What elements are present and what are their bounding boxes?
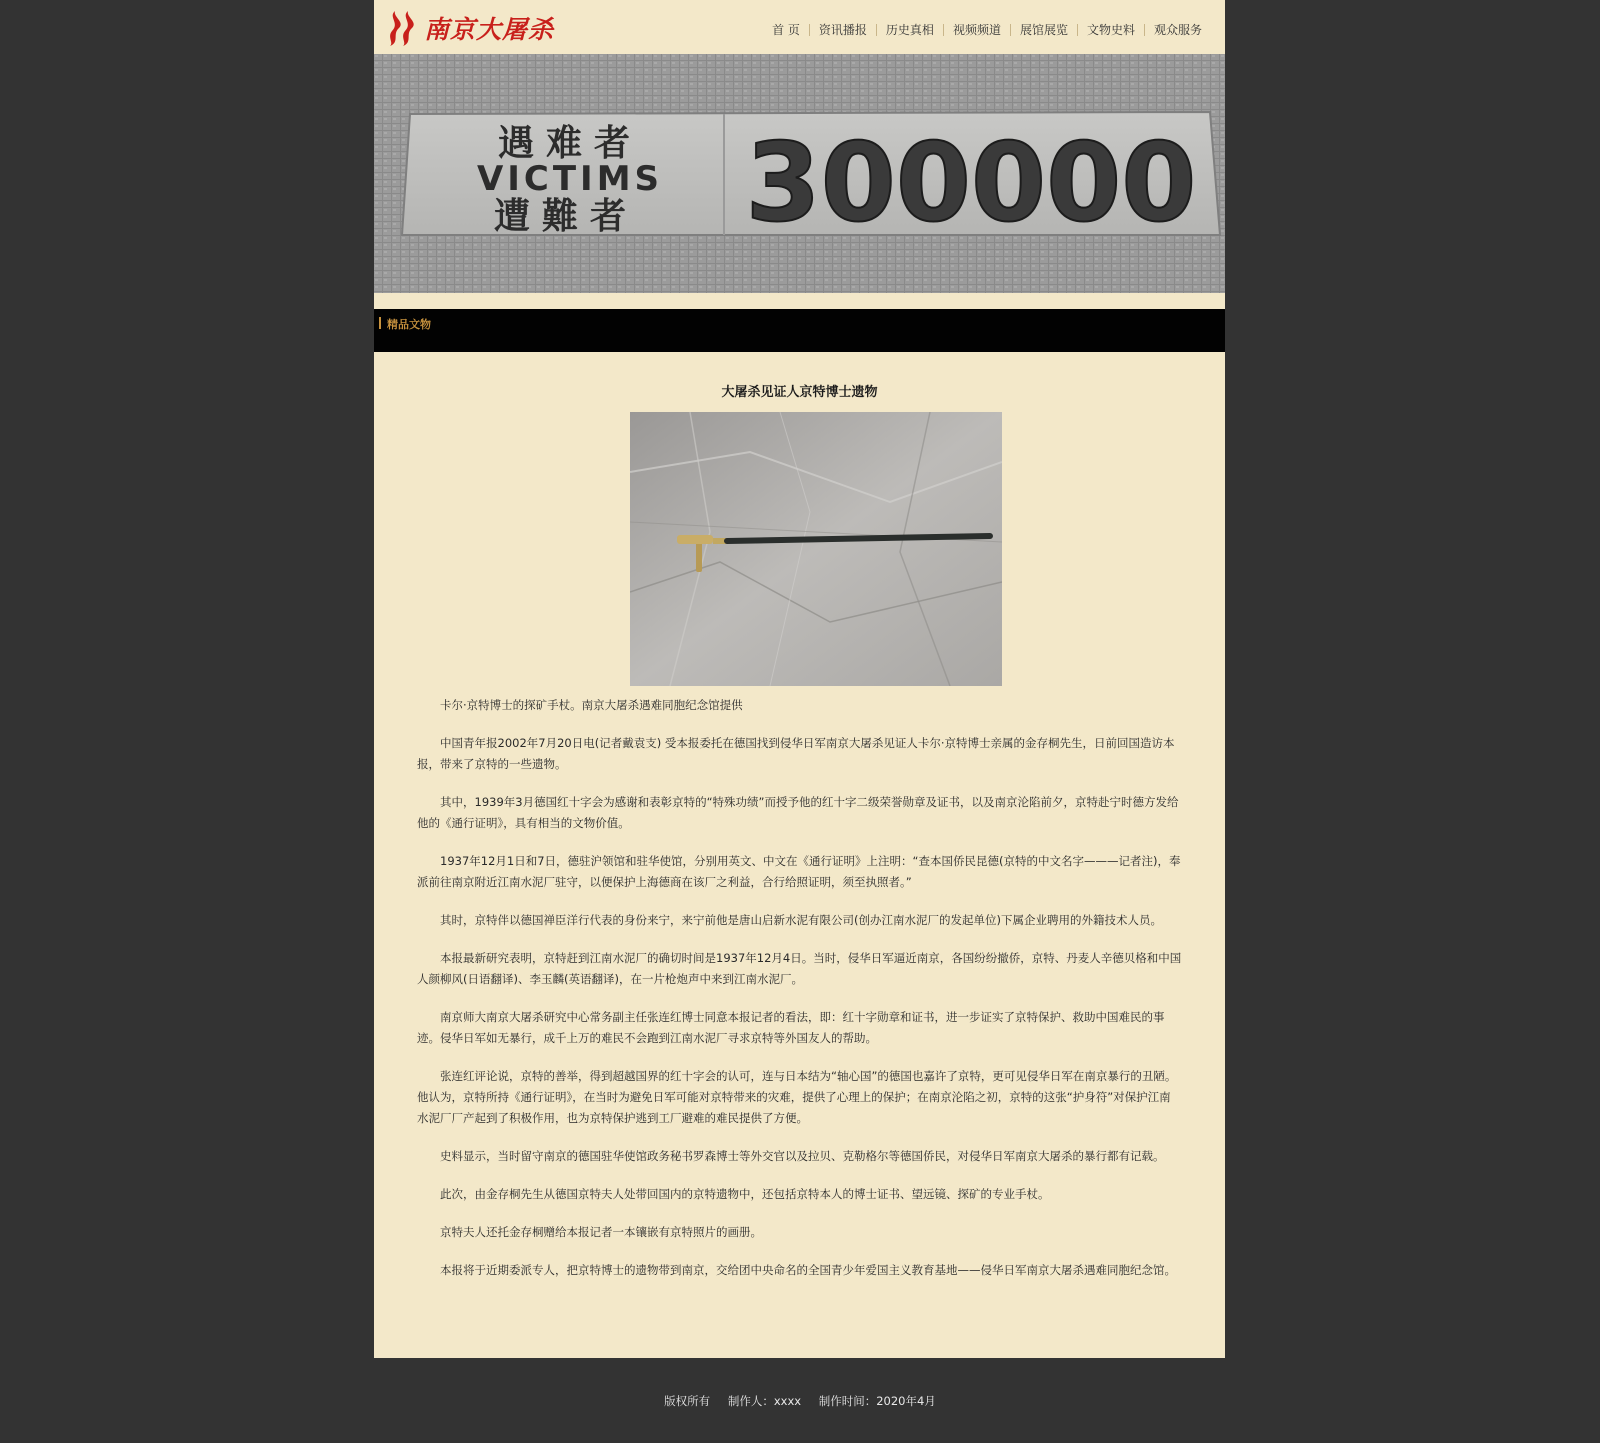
article-paragraph: 其中，1939年3月德国红十字会为感谢和表彰京特的“特殊功绩”而授予他的红十字二级荣誉勋章及证书，以及南京沦陷前夕，京特赴宁时德方发给他的《通行证明》，具有相当的文物价值。 — [417, 795, 1179, 830]
article-title: 大屠杀见证人京特博士遗物 — [721, 385, 878, 400]
nav-visitor-service[interactable]: 观众服务 — [1153, 23, 1202, 37]
article-paragraph: 1937年12月1日和7日，德驻沪领馆和驻华使馆，分别用英文、中文在《通行证明》上注明：“查本国侨民昆德(京特的中文名字———记者注)，奉派前往南京附近江南水泥厂驻守，以便保护上海德商在该厂之利益，合行给照证明，须至执照者。” — [417, 854, 1181, 889]
artifact-photo — [630, 412, 1002, 686]
logo-flame-icon — [386, 9, 420, 47]
banner-line2: VICTIMS — [476, 159, 664, 199]
nav-relics[interactable]: 文物史料 — [1086, 23, 1135, 37]
section-title: 精品文物 — [387, 318, 431, 331]
nav-home[interactable]: 首 页 — [772, 23, 800, 37]
section-bar — [374, 309, 1225, 352]
footer-author: 制作人：xxxx — [727, 1394, 802, 1408]
banner-line1: 遇难者 — [497, 123, 643, 164]
article-paragraph: 其时，京特伴以德国禅臣洋行代表的身份来宁，来宁前他是唐山启新水泥有限公司(创办江南水泥厂的发起单位)下属企业聘用的外籍技术人员。 — [440, 913, 1162, 927]
article-paragraph: 本报最新研究表明，京特赶到江南水泥厂的确切时间是1937年12月4日。当时，侵华日军逼近南京，各国纷纷撤侨，京特、丹麦人辛德贝格和中国人颜柳风(日语翻译)、李玉麟(英语翻译)，在一片枪炮声中来到江南水泥厂。 — [417, 951, 1182, 986]
nav-news[interactable]: 资讯播报 — [818, 23, 867, 37]
site-logo[interactable] — [386, 8, 554, 48]
site-footer — [0, 1393, 1600, 1409]
nav-exhibition[interactable]: 展馆展览 — [1019, 23, 1068, 37]
footer-date: 制作时间：2020年4月 — [818, 1394, 936, 1408]
article-paragraph: 张连红评论说，京特的善举，得到超越国界的红十字会的认可，连与日本结为“轴心国”的德国也嘉许了京特，更可见侵华日军在南京暴行的丑陋。他认为，京特所持《通行证明》，在当时为避免日军可能对京特带来的灾难，提供了心理上的保护；在南京沦陷之初，京特的这张“护身符”对保护江南水泥厂厂产起到了积极作用，也为京特保护逃到工厂避难的难民提供了方便。 — [417, 1069, 1177, 1125]
section-marker — [379, 317, 381, 329]
article-body — [417, 695, 1182, 1281]
banner-image — [374, 54, 1225, 293]
logo-text: 南京大屠杀 — [424, 15, 555, 44]
main-nav — [763, 22, 1211, 38]
article-paragraph: 中国青年报2002年7月20日电(记者戴袁支) 受本报委托在德国找到侵华日军南京大屠杀见证人卡尔·京特博士亲属的金存桐先生，日前回国造访本报，带来了京特的一些遗物。 — [417, 736, 1175, 771]
banner-line3: 遭難者 — [493, 196, 639, 237]
banner-victim-count: 300000 — [745, 121, 1197, 246]
article-paragraph: 史料显示，当时留守南京的德国驻华使馆政务秘书罗森博士等外交官以及拉贝、克勒格尔等德国侨民，对侵华日军南京大屠杀的暴行都有记载。 — [440, 1149, 1165, 1163]
site-header — [374, 0, 1225, 54]
nav-history[interactable]: 历史真相 — [885, 23, 934, 37]
article-paragraph: 本报将于近期委派专人，把京特博士的遗物带到南京，交给团中央命名的全国青少年爱国主义教育基地——侵华日军南京大屠杀遇难同胞纪念馆。 — [440, 1263, 1176, 1277]
nav-video[interactable]: 视频频道 — [952, 23, 1001, 37]
article-paragraph: 此次，由金存桐先生从德国京特夫人处带回国内的京特遗物中，还包括京特本人的博士证书、望远镜、探矿的专业手杖。 — [440, 1187, 1050, 1201]
article-paragraph: 京特夫人还托金存桐赠给本报记者一本镶嵌有京特照片的画册。 — [440, 1225, 762, 1239]
footer-copyright: 版权所有 — [664, 1394, 711, 1408]
page-container — [374, 0, 1225, 1358]
article-paragraph: 南京师大南京大屠杀研究中心常务副主任张连红博士同意本报记者的看法，即：红十字勋章和证书，进一步证实了京特保护、救助中国难民的事迹。侵华日军如无暴行，成千上万的难民不会跑到江南水泥厂寻求京特等外国友人的帮助。 — [417, 1010, 1165, 1045]
photo-caption: 卡尔·京特博士的探矿手杖。南京大屠杀遇难同胞纪念馆提供 — [440, 698, 743, 712]
